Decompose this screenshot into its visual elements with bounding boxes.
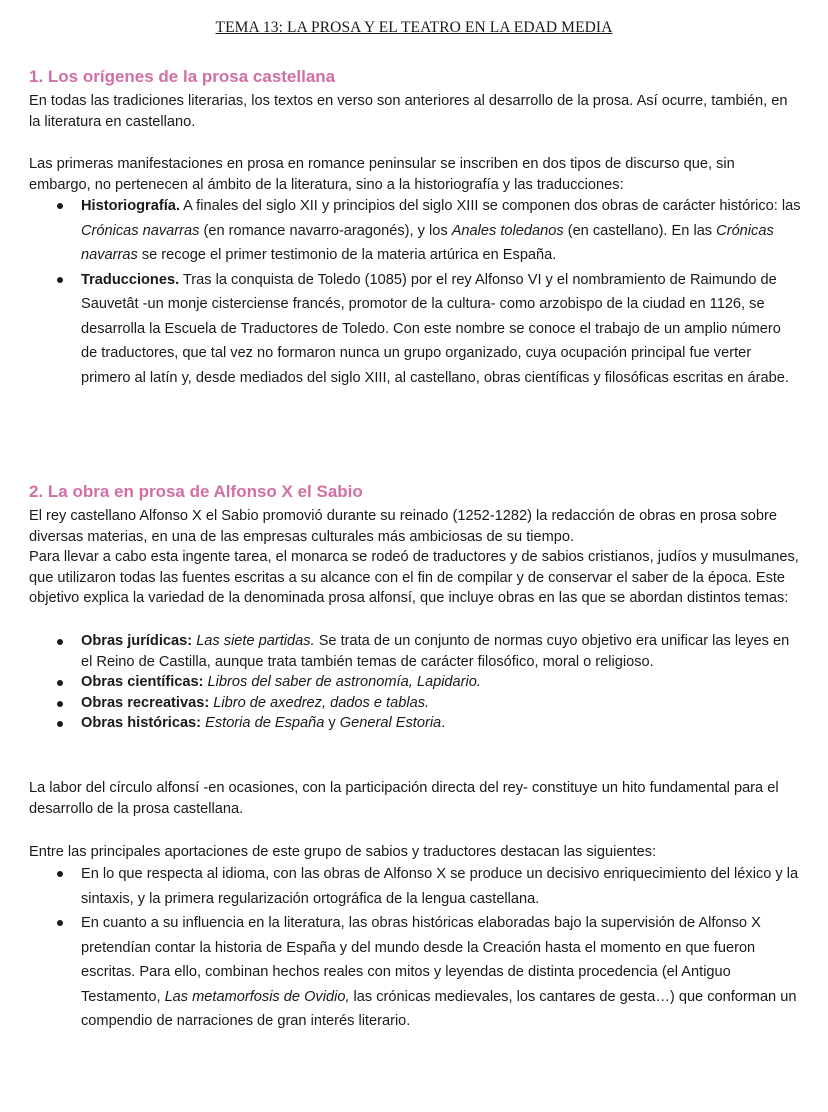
bullet-obras-recreativas: Obras recreativas: Libro de axedrez, dados e tablas. <box>81 693 801 714</box>
bullet-historiografia: Historiografía. A finales del siglo XII y principios del siglo XIII se componen dos obras de carácter histórico: las Crónicas navarras (en romance navarro-aragonés), y los Anales toledanos (en castellano). En las Crónicas navarras se recoge el primer testimonio de la materia artúrica en España. <box>81 194 801 268</box>
bullet-traducciones: Traducciones. Tras la conquista de Toledo (1085) por el rey Alfonso VI y el nombramiento de Raimundo de Sauvetât -un monje cisterciense francés, promotor de la cultura- como arzobispo de la ciudad en 1126, se desarrolla la Escuela de Traductores de Toledo. Con este nombre se conoce el trabajo de un amplio número de traductores, que tal vez no formaron nunca un grupo organizado, cuya ocupación principal fue verter primero al latín y, desde mediados del siglo XIII, al castellano, obras científicas y filosóficas escritas en árabe. <box>81 268 801 391</box>
section-2-contributions-list <box>81 862 801 1034</box>
section-1-bullet-list <box>81 194 801 390</box>
bullet-obras-historicas: Obras históricas: Estoria de España y General Estoria. <box>81 713 801 734</box>
section-2-heading: 2. La obra en prosa de Alfonso X el Sabio <box>29 482 363 501</box>
section-1-paragraph-2: Las primeras manifestaciones en prosa en romance peninsular se inscriben en dos tipos de discurso que, sin embargo, no pertenecen al ámbito de la literatura, sino a la historiografía y las traducciones: <box>29 156 735 193</box>
bullet-obras-juridicas: Obras jurídicas: Las siete partidas. Se trata de un conjunto de normas cuyo objetivo era unificar las leyes en el Reino de Castilla, aunque trata también temas de carácter filosófico, moral o religioso. <box>81 631 801 672</box>
section-1-paragraph-1: En todas las tradiciones literarias, los textos en verso son anteriores al desarrollo de la prosa. Así ocurre, también, en la literatura en castellano. <box>29 93 788 130</box>
bullet-obras-cientificas: Obras científicas: Libros del saber de astronomía, Lapidario. <box>81 672 801 693</box>
bullet-idioma: En lo que respecta al idioma, con las obras de Alfonso X se produce un decisivo enriquecimiento del léxico y la sintaxis, y la primera regularización ortográfica de la lengua castellana. <box>81 862 801 911</box>
section-2-paragraph-3: La labor del círculo alfonsí -en ocasiones, con la participación directa del rey- constituye un hito fundamental para el desarrollo de la prosa castellana. <box>29 780 779 817</box>
section-2-paragraph-2: Para llevar a cabo esta ingente tarea, el monarca se rodeó de traductores y de sabios cristianos, judíos y musulmanes, que utilizaron todas las fuentes escritas a su alcance con el fin de compilar y de conservar el saber de la época. Este objetivo explica la variedad de la denominada prosa alfonsí, que incluye obras en las que se abordan distintos temas: <box>29 549 799 606</box>
page-title: TEMA 13: LA PROSA Y EL TEATRO EN LA EDAD MEDIA <box>215 19 613 36</box>
section-1-heading: 1. Los orígenes de la prosa castellana <box>29 67 336 86</box>
section-2-paragraph-4: Entre las principales aportaciones de este grupo de sabios y traductores destacan las siguientes: <box>29 844 657 860</box>
section-2-paragraph-1: El rey castellano Alfonso X el Sabio promovió durante su reinado (1252-1282) la redacción de obras en prosa sobre diversas materias, en una de las empresas culturales más ambiciosas de su tiempo. <box>29 508 777 545</box>
section-2-works-list <box>81 631 801 734</box>
bullet-literatura: En cuanto a su influencia en la literatura, las obras históricas elaboradas bajo la supervisión de Alfonso X pretendían contar la historia de España y del mundo desde la Creación hasta el momento en que fueron escritas. Para ello, combinan hechos reales con mitos y leyendas de distinta procedencia (el Antiguo Testamento, Las metamorfosis de Ovidio, las crónicas medievales, los cantares de gesta…) que conforman un compendio de narraciones de gran interés literario. <box>81 911 801 1034</box>
